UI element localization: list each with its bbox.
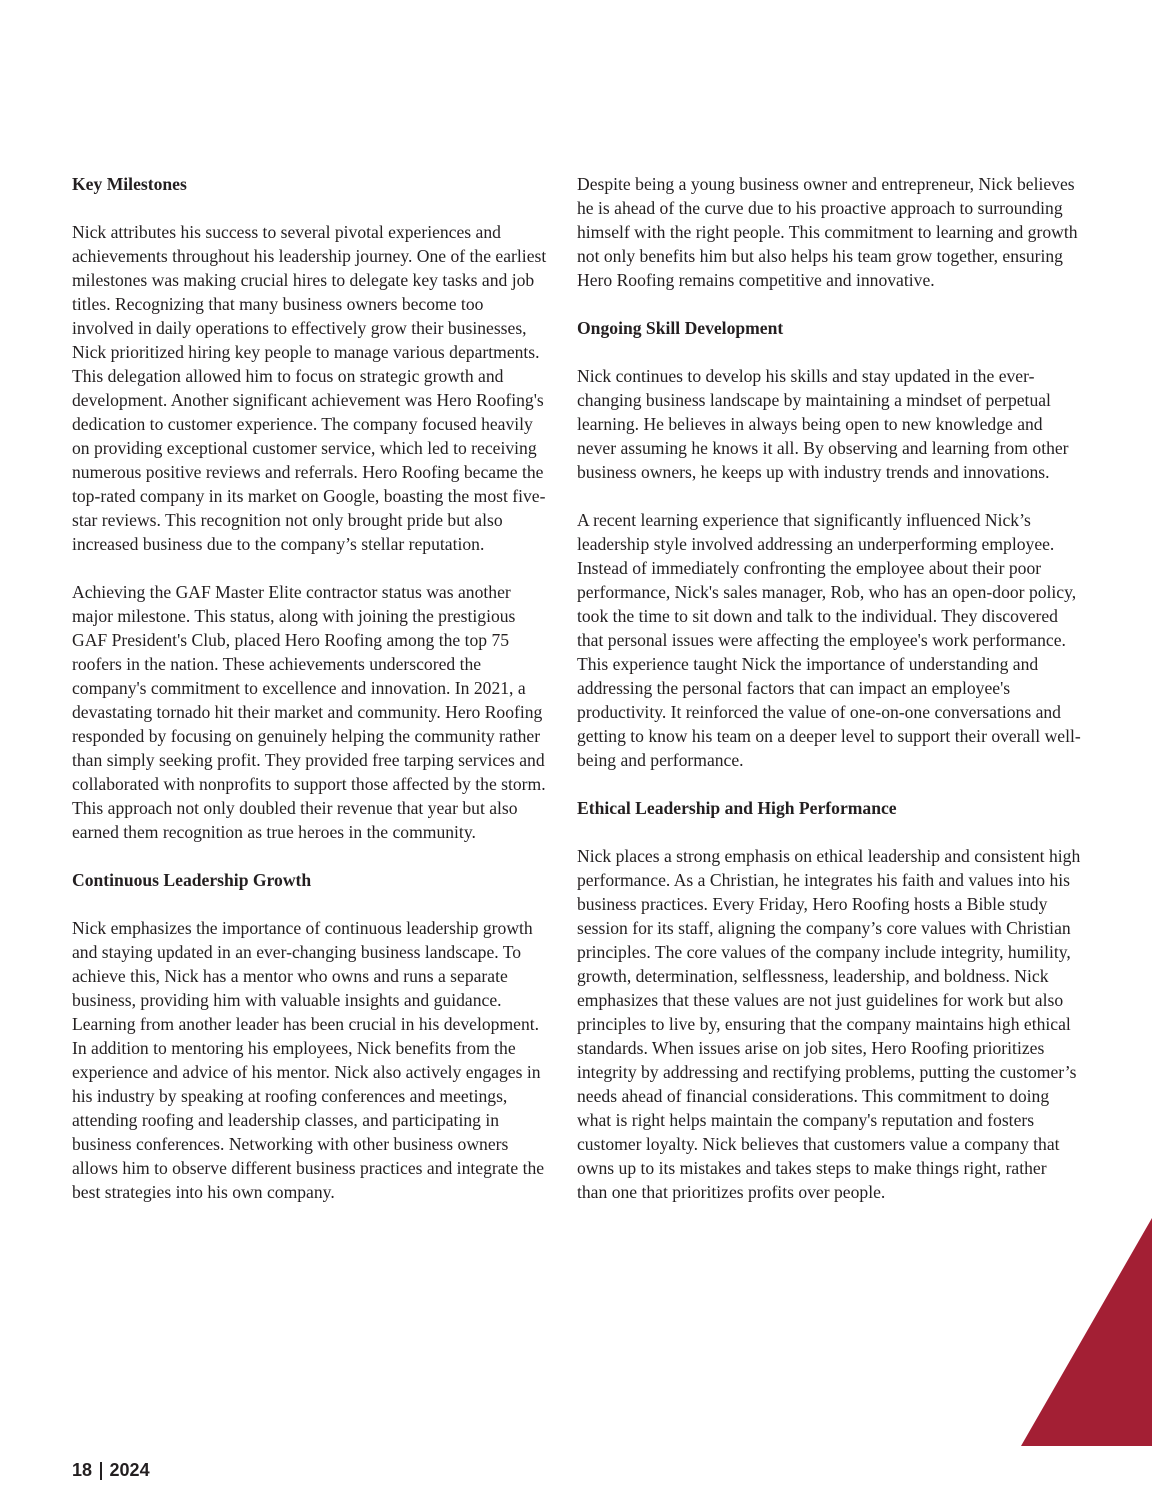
skill-development-paragraph-2: A recent learning experience that significantly influenced Nick’s leadership style involved addressing an underperforming employee. Instead of immediately confronting the employee about their poor performance, Nick's sales manager, Rob, who has an open-door policy, took the time to sit down and talk to the individual. They discovered that personal issues were affecting the employee's work performance. This experience taught Nick the importance of understanding and addressing the personal factors that can impact an employee's productivity. It reinforced the value of one-on-one conversations and getting to know his team on a deeper level to support their overall well-being and performance. [577, 510, 1081, 770]
ethical-leadership-heading: Ethical Leadership and High Performance [577, 798, 897, 818]
skill-development-paragraph-1: Nick continues to develop his skills and stay updated in the ever-changing business landscape by maintaining a mindset of perpetual learning. He believes in always being open to new knowledge and never assuming he knows it all. By observing and learning from other business owners, he keeps up with industry trends and innovations. [577, 366, 1069, 482]
skill-development-heading: Ongoing Skill Development [577, 318, 784, 338]
issue-year: 2024 [109, 1460, 150, 1480]
page-number: 18 [72, 1460, 93, 1480]
intro-paragraph: Despite being a young business owner and entrepreneur, Nick believes he is ahead of the curve due to his proactive approach to surrounding himself with the right people. This commitment to learning and growth not only benefits him but also helps his team grow together, ensuring Hero Roofing remains competitive and innovative. [577, 174, 1078, 290]
ethical-leadership-paragraph-1: Nick places a strong emphasis on ethical leadership and consistent high performance. As a Christian, he integrates his faith and values into his business practices. Every Friday, Hero Roofing hosts a Bible study session for its staff, aligning the company’s core values with Christian principles. The core values of the company include integrity, humility, growth, determination, selflessness, leadership, and boldness. Nick emphasizes that these values are not just guidelines for work but also principles to live by, ensuring that the company maintains high ethical standards. When issues arise on job sites, Hero Roofing prioritizes integrity by addressing and rectifying problems, putting the customer’s needs ahead of financial considerations. This commitment to doing what is right helps maintain the company's reputation and fosters customer loyalty. Nick believes that customers value a company that owns up to its mistakes and takes steps to make things right, rather than one that prioritizes profits over people. [577, 846, 1081, 1202]
left-column [72, 172, 548, 1204]
right-column [577, 172, 1081, 1204]
folio-divider [100, 1462, 102, 1480]
continuous-growth-paragraph-1: Nick emphasizes the importance of continuous leadership growth and staying updated in an ever-changing business landscape. To achieve this, Nick has a mentor who owns and runs a separate business, providing him with valuable insights and guidance. Learning from another leader has been crucial in his development. In addition to mentoring his employees, Nick benefits from the experience and advice of his mentor. Nick also actively engages in his industry by speaking at roofing conferences and meetings, attending roofing and leadership classes, and participating in business conferences. Networking with other business owners allows him to observe different business practices and integrate the best strategies into his own company. [72, 918, 545, 1202]
page-folio [72, 1460, 150, 1481]
key-milestones-paragraph-1: Nick attributes his success to several pivotal experiences and achievements throughout his leadership journey. One of the earliest milestones was making crucial hires to delegate key tasks and job titles. Recognizing that many business owners become too involved in daily operations to effectively grow their businesses, Nick prioritized hiring key people to manage various departments. This delegation allowed him to focus on strategic growth and development. Another significant achievement was Hero Roofing's dedication to customer experience. The company focused heavily on providing exceptional customer service, which led to receiving numerous positive reviews and referrals. Hero Roofing became the top-rated company in its market on Google, boasting the most five-star reviews. This recognition not only brought pride but also increased business due to the company’s stellar reputation. [72, 222, 547, 554]
red-triangle-shape [1021, 1218, 1152, 1446]
continuous-growth-heading: Continuous Leadership Growth [72, 870, 312, 890]
key-milestones-paragraph-2: Achieving the GAF Master Elite contractor status was another major milestone. This status, along with joining the prestigious GAF President's Club, placed Hero Roofing among the top 75 roofers in the nation. These achievements underscored the company's commitment to excellence and innovation. In 2021, a devastating tornado hit their market and community. Hero Roofing responded by focusing on genuinely helping the community rather than simply seeking profit. They provided free tarping services and collaborated with nonprofits to support those affected by the storm. This approach not only doubled their revenue that year but also earned them recognition as true heroes in the community. [72, 582, 546, 842]
key-milestones-heading: Key Milestones [72, 174, 187, 194]
